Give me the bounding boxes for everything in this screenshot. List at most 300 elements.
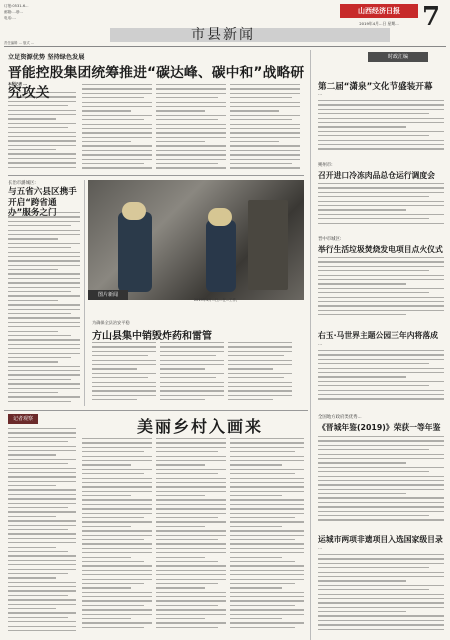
- text-line: [160, 386, 224, 387]
- text-line: [160, 364, 224, 365]
- text-line: [230, 88, 300, 89]
- text-line: [228, 360, 292, 361]
- text-line: [318, 458, 444, 459]
- text-line: [82, 579, 152, 580]
- text-line: [82, 106, 152, 107]
- text-line: [230, 499, 304, 500]
- editor-line: 责任编辑 ... 版式 ...: [4, 41, 35, 45]
- text-line: [82, 605, 144, 606]
- text-line: [230, 119, 292, 120]
- text-line: [318, 144, 444, 145]
- text-line: [156, 627, 218, 628]
- fangzheng-headline: 方山县集中销毁炸药和雷管: [92, 331, 212, 342]
- right-story2-title: 召开进口冷冻肉品总仓运行调度会: [318, 171, 435, 180]
- text-line: [8, 225, 71, 226]
- text-line: [230, 600, 304, 601]
- text-line: [8, 612, 76, 613]
- text-line: [160, 346, 224, 347]
- text-line: [318, 310, 444, 311]
- text-line: [8, 357, 71, 358]
- text-line: [160, 355, 216, 356]
- text-line: [228, 377, 284, 378]
- text-line: [230, 605, 295, 606]
- text-line: [230, 464, 282, 465]
- text-line: [160, 351, 224, 352]
- paper-name: 山西经济日报: [340, 4, 418, 18]
- text-line: [82, 102, 152, 103]
- text-line: [156, 110, 205, 111]
- text-line: [8, 216, 80, 217]
- text-line: [156, 451, 218, 452]
- text-line: [8, 114, 76, 115]
- text-line: [228, 399, 273, 400]
- text-line: [8, 149, 56, 150]
- text-line: [92, 342, 156, 343]
- text-line: [8, 230, 80, 231]
- text-line: [230, 150, 300, 151]
- text-line: [82, 154, 152, 155]
- text-line: [318, 376, 406, 377]
- column-rule: [84, 180, 85, 406]
- text-line: [8, 533, 76, 534]
- text-line: [156, 561, 218, 562]
- text-line: [8, 118, 56, 119]
- page-number: 7: [422, 2, 441, 32]
- text-line: [156, 600, 226, 601]
- text-line: [8, 162, 76, 163]
- text-line: [230, 115, 300, 116]
- text-line: [318, 350, 444, 351]
- right-story5-title: 《晋城年鉴(2019)》荣获一等年鉴: [318, 423, 441, 432]
- text-line: [8, 551, 68, 552]
- text-line: [318, 467, 444, 468]
- text-line: [8, 555, 76, 556]
- lead-body-col-1: [8, 92, 76, 172]
- text-line: [318, 589, 429, 590]
- text-line: [82, 548, 152, 549]
- text-line: [82, 627, 144, 628]
- text-line: [318, 187, 444, 188]
- text-line: [318, 620, 444, 621]
- text-line: [8, 370, 80, 371]
- text-line: [228, 346, 292, 347]
- text-line: [156, 154, 226, 155]
- text-line: [156, 592, 226, 593]
- text-line: [8, 287, 80, 288]
- text-line: [156, 596, 226, 597]
- text-line: [230, 543, 304, 544]
- right-story4-title: 右玉·马世界主题公园三年内将落成: [318, 331, 438, 340]
- text-line: [156, 570, 226, 571]
- text-line: [82, 93, 152, 94]
- text-line: [8, 326, 80, 327]
- text-line: [8, 503, 76, 504]
- text-line: [318, 359, 444, 360]
- text-line: [82, 163, 144, 164]
- text-line: [82, 622, 152, 623]
- text-line: [8, 339, 80, 340]
- text-line: [318, 385, 429, 386]
- text-line: [156, 530, 226, 531]
- text-line: [318, 624, 444, 625]
- text-line: [318, 493, 406, 494]
- right-story6-sub: ...: [318, 546, 323, 551]
- text-line: [82, 491, 152, 492]
- text-line: [8, 560, 76, 561]
- text-line: [230, 141, 279, 142]
- text-line: [318, 372, 444, 373]
- text-line: [156, 132, 226, 133]
- text-line: [8, 234, 80, 235]
- text-line: [230, 552, 304, 553]
- text-line: [230, 609, 304, 610]
- right-story1-body: [318, 100, 444, 154]
- text-line: [156, 539, 218, 540]
- text-line: [82, 565, 152, 566]
- text-line: [8, 282, 80, 283]
- text-line: [92, 377, 148, 378]
- text-line: [156, 119, 218, 120]
- text-line: [318, 292, 429, 293]
- right-tag: 时政汇编: [368, 52, 428, 62]
- text-line: [8, 481, 76, 482]
- text-line: [8, 529, 68, 530]
- text-line: [230, 491, 304, 492]
- text-line: [82, 592, 152, 593]
- text-line: [156, 93, 226, 94]
- text-line: [8, 538, 76, 539]
- text-line: [8, 335, 71, 336]
- text-line: [8, 586, 76, 587]
- text-line: [8, 92, 76, 93]
- text-line: [228, 351, 292, 352]
- text-line: [82, 570, 152, 571]
- contact-line: 电话:...: [4, 15, 16, 20]
- text-line: [230, 508, 304, 509]
- text-line: [228, 386, 292, 387]
- text-line: [8, 392, 58, 393]
- text-line: [8, 604, 76, 605]
- text-line: [8, 105, 68, 106]
- text-line: [318, 572, 444, 573]
- masthead-contact: [4, 4, 108, 21]
- text-line: [156, 88, 226, 89]
- text-line: [318, 611, 406, 612]
- text-line: [160, 342, 224, 343]
- text-line: [92, 346, 156, 347]
- text-line: [318, 283, 406, 284]
- text-line: [8, 511, 76, 512]
- text-line: [160, 377, 216, 378]
- text-line: [228, 368, 273, 369]
- text-line: [8, 446, 76, 447]
- text-line: [8, 300, 58, 301]
- text-line: [82, 495, 131, 496]
- text-line: [8, 542, 76, 543]
- text-line: [156, 442, 226, 443]
- text-line: [230, 526, 282, 527]
- text-line: [156, 163, 218, 164]
- text-line: [82, 88, 152, 89]
- text-line: [92, 390, 156, 391]
- text-line: [156, 526, 205, 527]
- fangzheng-col-1: [92, 342, 156, 406]
- lead-headline: 晋能控股集团统筹推进“碳达峰、碳中和”战略研究攻关: [8, 65, 305, 101]
- text-line: [318, 436, 444, 437]
- text-line: [8, 401, 71, 402]
- text-line: [156, 106, 226, 107]
- right-story3-body: [318, 257, 444, 323]
- bottom-col-3: [156, 438, 226, 636]
- text-line: [230, 614, 304, 615]
- text-line: [230, 596, 304, 597]
- text-line: [318, 489, 444, 490]
- text-line: [82, 442, 152, 443]
- text-line: [92, 364, 156, 365]
- text-line: [92, 351, 156, 352]
- left-body: [8, 212, 80, 406]
- text-line: [318, 218, 429, 219]
- text-line: [8, 599, 76, 600]
- text-line: [318, 484, 444, 485]
- text-line: [92, 360, 156, 361]
- text-line: [160, 368, 205, 369]
- text-line: [8, 153, 76, 154]
- masthead: [0, 0, 450, 44]
- text-line: [160, 399, 205, 400]
- text-line: [318, 629, 444, 630]
- text-line: [82, 600, 152, 601]
- text-line: [92, 368, 137, 369]
- text-line: [318, 476, 444, 477]
- text-line: [228, 342, 292, 343]
- text-line: [156, 565, 226, 566]
- text-line: [230, 486, 304, 487]
- text-line: [82, 469, 152, 470]
- fangzheng-col-2: [160, 342, 224, 406]
- text-line: [82, 530, 152, 531]
- text-line: [8, 291, 71, 292]
- text-line: [156, 447, 226, 448]
- text-line: [318, 462, 406, 463]
- text-line: [82, 508, 152, 509]
- text-line: [318, 602, 444, 603]
- text-line: [228, 364, 292, 365]
- text-line: [82, 447, 152, 448]
- text-line: [156, 97, 218, 98]
- text-line: [318, 598, 444, 599]
- text-line: [8, 437, 76, 438]
- text-line: [318, 506, 444, 507]
- text-line: [318, 196, 429, 197]
- text-line: [318, 585, 444, 586]
- text-line: [8, 374, 80, 375]
- text-line: [82, 159, 152, 160]
- text-line: [82, 473, 144, 474]
- text-line: [8, 494, 76, 495]
- text-line: [82, 513, 152, 514]
- text-line: [8, 110, 76, 111]
- text-line: [82, 150, 152, 151]
- text-line: [156, 579, 226, 580]
- section-title: 市县新闻: [191, 27, 255, 43]
- text-line: [8, 547, 56, 548]
- text-line: [230, 627, 295, 628]
- right-story1-sub: ...: [318, 92, 323, 97]
- text-line: [82, 535, 152, 536]
- text-line: [230, 97, 292, 98]
- photo-caption: 2019年4月...日,...在...工作。: [194, 298, 240, 302]
- text-line: [8, 353, 80, 354]
- right-story5-kicker: 全国地方政府类优秀...: [318, 415, 362, 420]
- text-line: [8, 344, 80, 345]
- text-line: [82, 499, 152, 500]
- text-line: [318, 205, 444, 206]
- bottom-col-4: [230, 438, 304, 636]
- text-line: [318, 266, 444, 267]
- text-line: [318, 497, 444, 498]
- text-line: [230, 442, 304, 443]
- text-line: [156, 456, 226, 457]
- text-line: [318, 261, 444, 262]
- text-line: [230, 583, 295, 584]
- text-line: [82, 517, 144, 518]
- text-line: [318, 567, 429, 568]
- text-line: [8, 145, 76, 146]
- text-line: [8, 247, 71, 248]
- text-line: [318, 109, 444, 110]
- contact-line: 邮箱:...@...: [4, 9, 23, 14]
- text-line: [230, 539, 295, 540]
- text-line: [156, 499, 226, 500]
- text-line: [318, 580, 406, 581]
- contact-line: 订报:0531-6...: [4, 4, 29, 8]
- text-line: [230, 451, 295, 452]
- text-line: [92, 355, 148, 356]
- text-line: [8, 582, 76, 583]
- text-line: [82, 618, 131, 619]
- text-line: [8, 260, 80, 261]
- lead-divider: [8, 175, 304, 176]
- text-line: [156, 543, 226, 544]
- text-line: [318, 118, 444, 119]
- text-line: [8, 525, 76, 526]
- text-line: [230, 159, 300, 160]
- text-line: [8, 322, 80, 323]
- right-story3-kicker: 晋中市城区:: [318, 237, 342, 242]
- text-line: [318, 398, 444, 399]
- text-line: [230, 535, 304, 536]
- text-line: [230, 93, 300, 94]
- text-line: [160, 395, 224, 396]
- text-line: [82, 557, 131, 558]
- text-line: [82, 97, 144, 98]
- text-line: [8, 608, 56, 609]
- text-line: [160, 382, 224, 383]
- text-line: [82, 614, 152, 615]
- text-line: [8, 243, 80, 244]
- text-line: [156, 482, 226, 483]
- text-line: [8, 361, 58, 362]
- text-line: [318, 576, 444, 577]
- text-line: [8, 520, 76, 521]
- bottom-divider: [4, 410, 308, 411]
- text-line: [156, 517, 218, 518]
- text-line: [230, 495, 282, 496]
- text-line: [82, 141, 131, 142]
- text-line: [82, 521, 152, 522]
- bottom-col-1: [8, 428, 76, 636]
- text-line: [230, 521, 304, 522]
- text-line: [156, 141, 205, 142]
- text-line: [8, 252, 80, 253]
- text-line: [318, 563, 444, 564]
- right-story5-body: [318, 436, 444, 526]
- text-line: [230, 579, 304, 580]
- text-line: [82, 539, 144, 540]
- text-line: [82, 464, 131, 465]
- text-line: [92, 386, 156, 387]
- text-line: [230, 548, 304, 549]
- text-line: [318, 104, 444, 105]
- text-line: [82, 128, 152, 129]
- text-line: [92, 399, 137, 400]
- text-line: [230, 102, 300, 103]
- text-line: [318, 381, 444, 382]
- text-line: [82, 84, 152, 85]
- text-line: [156, 469, 226, 470]
- text-line: [8, 498, 76, 499]
- text-line: [8, 396, 80, 397]
- text-line: [92, 382, 156, 383]
- text-line: [156, 128, 226, 129]
- text-line: [318, 558, 444, 559]
- text-line: [8, 564, 76, 565]
- text-line: [230, 145, 300, 146]
- text-line: [318, 183, 444, 184]
- text-line: [8, 630, 76, 631]
- text-line: [156, 622, 226, 623]
- text-line: [318, 394, 444, 395]
- text-line: [8, 140, 76, 141]
- text-line: [156, 552, 226, 553]
- text-line: [8, 590, 76, 591]
- text-line: [156, 460, 226, 461]
- text-line: [318, 305, 444, 306]
- right-story2-kicker: 朔州市:: [318, 163, 333, 168]
- text-line: [156, 473, 218, 474]
- text-line: [230, 132, 300, 133]
- bottom-tag: 记者观察: [8, 414, 38, 424]
- news-photo: [88, 180, 304, 300]
- text-line: [82, 561, 144, 562]
- text-line: [156, 478, 226, 479]
- text-line: [8, 383, 80, 384]
- text-line: [8, 379, 71, 380]
- text-line: [82, 486, 152, 487]
- text-line: [318, 615, 444, 616]
- text-line: [230, 456, 304, 457]
- text-line: [318, 297, 444, 298]
- text-line: [8, 158, 76, 159]
- text-line: [156, 486, 226, 487]
- text-line: [230, 565, 304, 566]
- text-line: [8, 127, 68, 128]
- text-line: [8, 295, 80, 296]
- text-line: [230, 110, 279, 111]
- text-line: [156, 102, 226, 103]
- text-line: [230, 517, 295, 518]
